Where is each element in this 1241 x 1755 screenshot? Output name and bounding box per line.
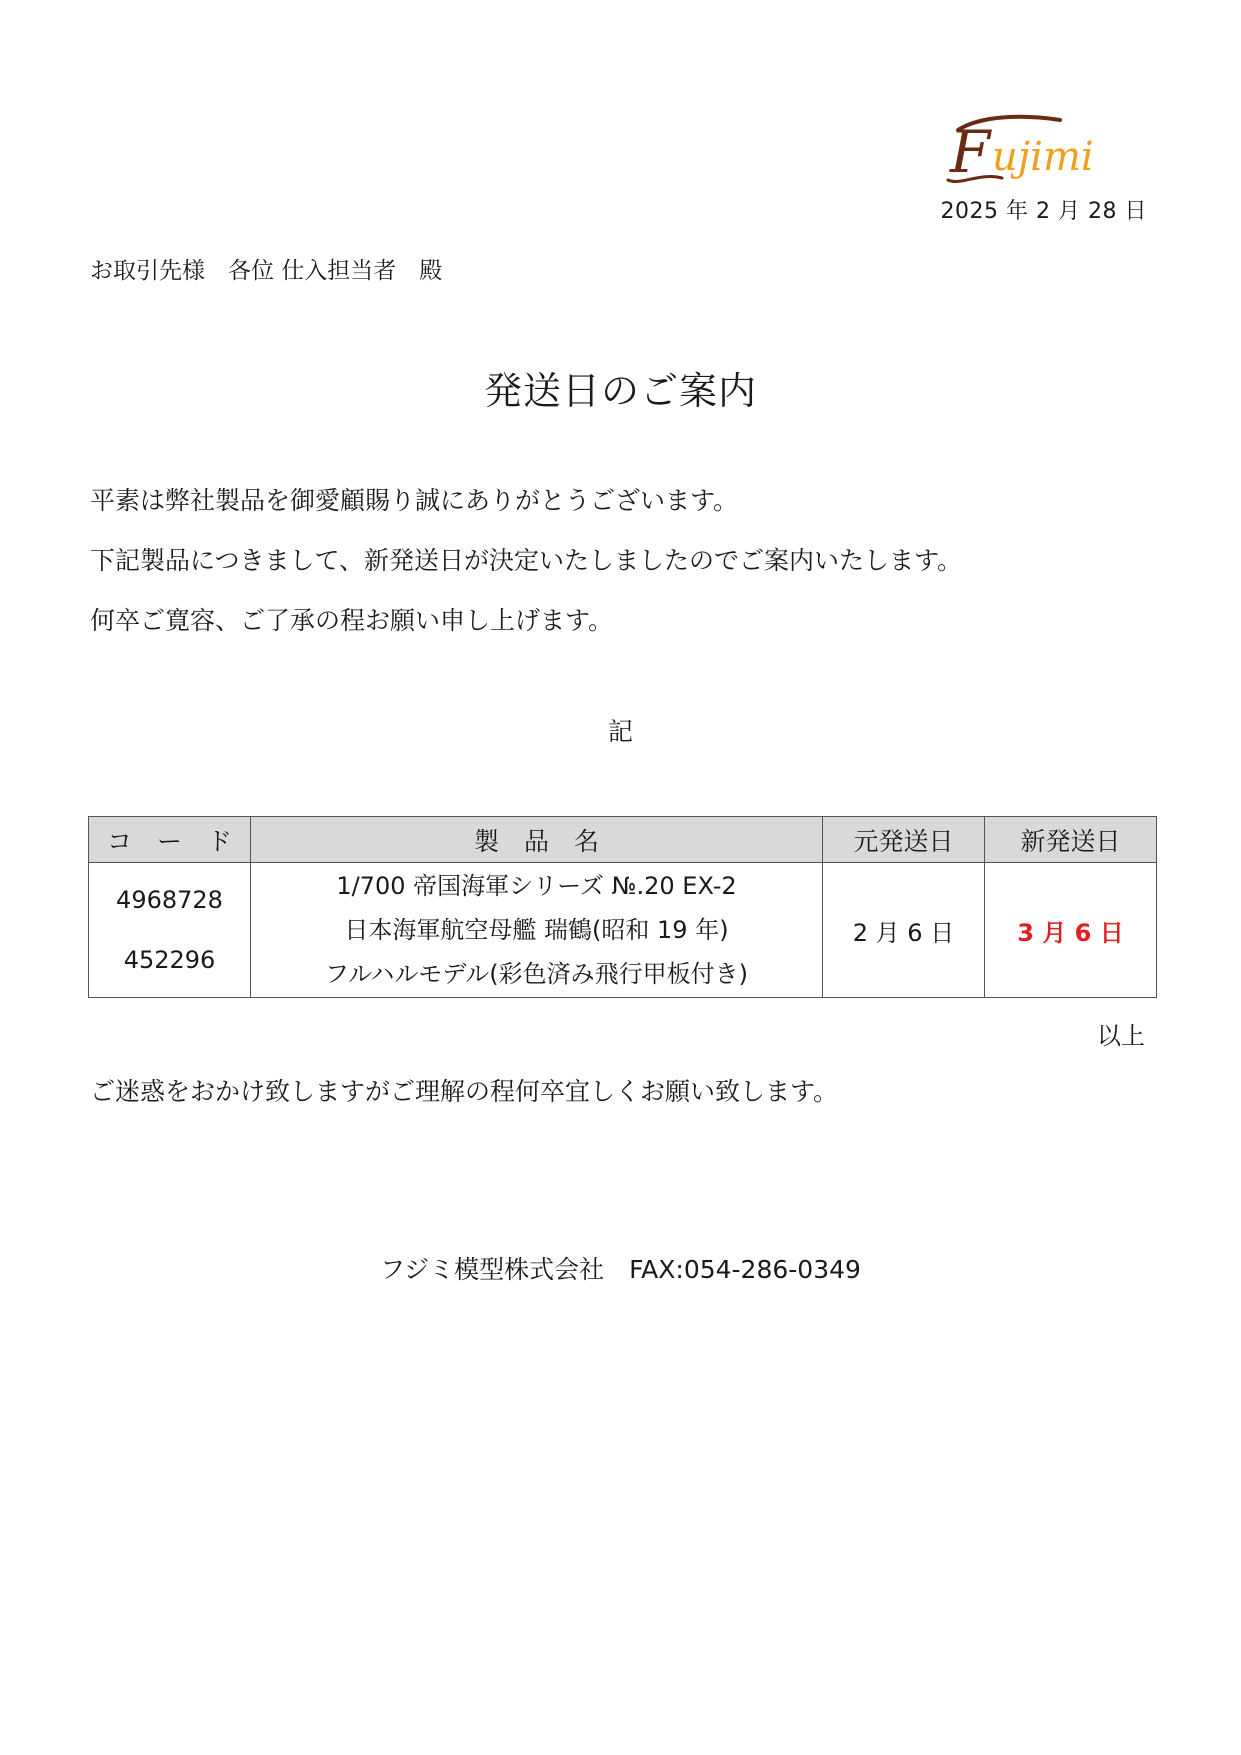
closing-line: ご迷惑をおかけ致しますがご理解の程何卒宜しくお願い致します。 — [90, 1077, 839, 1106]
header-new-date: 新発送日 — [985, 817, 1157, 863]
product-name-line: フルハルモデル(彩色済み飛行甲板付き) — [325, 960, 748, 988]
logo-letters-rest: ujimi — [992, 134, 1094, 180]
product-name-line: 1/700 帝国海軍シリーズ №.20 EX-2 — [336, 872, 737, 900]
company-logo — [940, 106, 1140, 190]
code-line: 452296 — [123, 946, 216, 974]
cell-new-date: 3 月 6 日 — [985, 863, 1157, 998]
issue-date: 2025 年 2 月 28 日 — [940, 199, 1147, 224]
recipient-line: お取引先様 各位 仕入担当者 殿 — [90, 258, 443, 284]
ijou-end-mark: 以上 — [1097, 1022, 1145, 1050]
body-line: 下記製品につきまして、新発送日が決定いたしましたのでご案内いたします。 — [90, 546, 963, 575]
body-paragraph — [90, 484, 1190, 664]
body-line: 何卒ご寛容、ご了承の程お願い申し上げます。 — [90, 606, 614, 635]
cell-original-date: 2 月 6 日 — [823, 863, 985, 998]
product-table — [88, 816, 1157, 998]
table-row — [89, 863, 1157, 998]
body-line: 平素は弊社製品を御愛顧賜り誠にありがとうございます。 — [90, 486, 739, 515]
ki-heading: 記 — [607, 717, 633, 746]
header-code: コ ー ド — [89, 817, 251, 863]
code-line: 4968728 — [116, 886, 223, 914]
header-original-date: 元発送日 — [823, 817, 985, 863]
page-title: 発送日のご案内 — [483, 369, 757, 413]
logo-letter-f: F — [950, 118, 991, 186]
cell-code — [89, 863, 251, 998]
company-contact: フジミ模型株式会社 FAX:054-286-0349 — [380, 1255, 861, 1284]
fujimi-logo-icon — [940, 106, 1140, 190]
product-name-line: 日本海軍航空母艦 瑞鶴(昭和 19 年) — [344, 916, 729, 944]
cell-product-name — [251, 863, 823, 998]
table-header-row — [89, 817, 1157, 863]
header-product-name: 製 品 名 — [251, 817, 823, 863]
